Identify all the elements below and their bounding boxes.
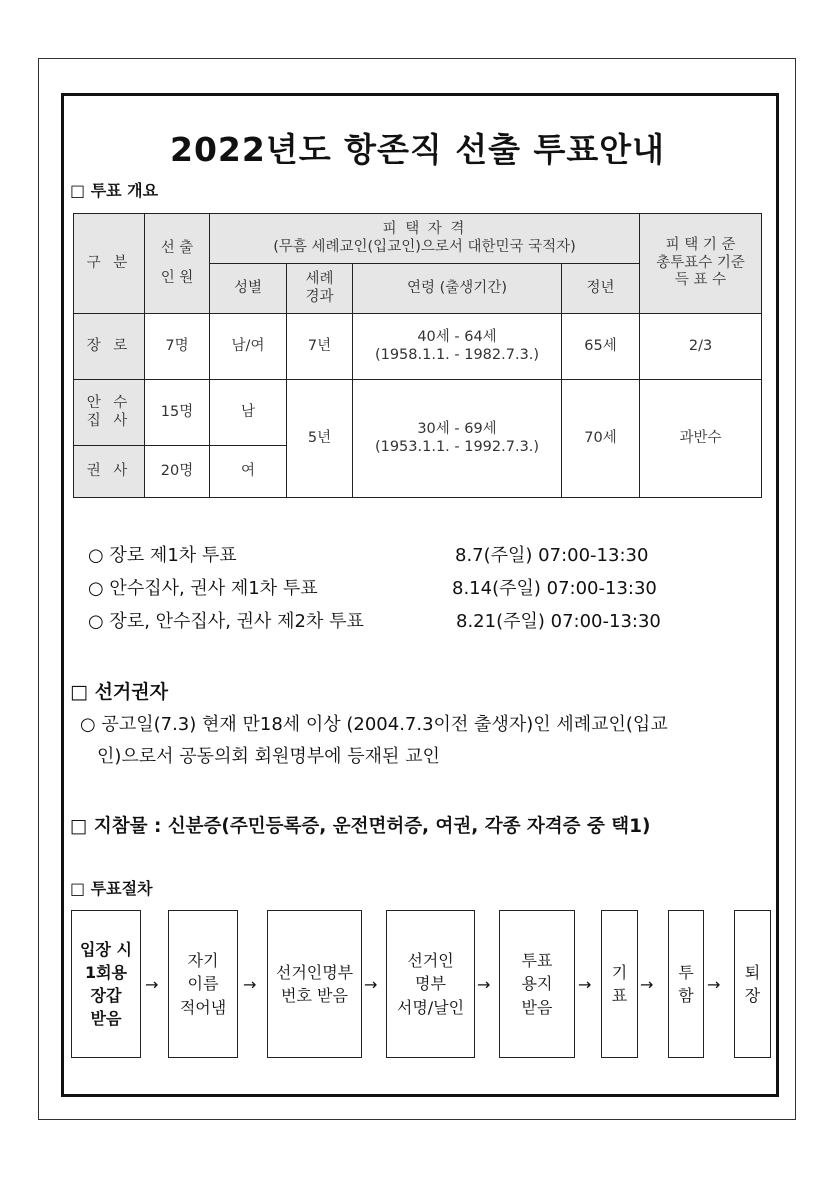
- schedule-date: 8.21(주일) 07:00-13:30: [456, 611, 661, 632]
- step-exit: [734, 910, 771, 1058]
- schedule-item: ○ 장로, 안수집사, 권사 제2차 투표: [88, 611, 364, 632]
- qualification-table: [73, 213, 762, 498]
- table-row: [74, 380, 762, 446]
- arrow-icon: →: [578, 975, 592, 994]
- cell-birth-period: (1958.1.1. - 1982.7.3.): [374, 346, 540, 363]
- step-text: 함: [678, 986, 694, 1005]
- items-heading: □ 지참물 : 신분증(주민등록증, 운전면허증, 여권, 각종 자격증 중 택1): [70, 816, 651, 837]
- arrow-icon: →: [640, 975, 654, 994]
- header-retirement: 정년: [562, 264, 640, 314]
- step-mark-ballot: [601, 910, 638, 1058]
- header-gender: 성별: [210, 264, 287, 314]
- step-text: 표: [611, 986, 628, 1005]
- procedure-heading: □ 투표절차: [70, 879, 153, 898]
- header-seats: [145, 214, 210, 314]
- cell-baptism: 7년: [287, 314, 353, 380]
- arrow-icon: →: [364, 975, 378, 994]
- cell-age: [353, 314, 562, 380]
- header-qualification: [210, 214, 640, 264]
- page-title: 2022년도 항존직 선출 투표안내: [170, 130, 665, 169]
- arrow-icon: →: [477, 975, 491, 994]
- row-label: 장 로: [74, 314, 145, 380]
- cell-retirement: 70세: [562, 380, 640, 498]
- cell-gender: 남/여: [210, 314, 287, 380]
- schedule-item: ○ 장로 제1차 투표: [88, 545, 237, 566]
- table-row: [74, 314, 762, 380]
- header-criteria: [640, 214, 762, 314]
- header-age: 연령 (출생기간): [353, 264, 562, 314]
- step-text: 퇴: [744, 962, 761, 982]
- step-text: 이름: [187, 974, 219, 994]
- step-write-name: [168, 910, 238, 1058]
- step-text: 1회용: [84, 962, 128, 982]
- cell-seats: 15명: [145, 380, 210, 446]
- step-text: 장: [744, 986, 761, 1005]
- cell-age: [353, 380, 562, 498]
- cell-criteria: 2/3: [640, 314, 762, 380]
- electors-line2: 인)으로서 공동의회 회원명부에 등재된 교인: [97, 746, 440, 767]
- step-text: 기: [611, 962, 628, 982]
- cell-gender: 여: [210, 446, 287, 498]
- header-criteria-line1: 피 택 기 준: [665, 237, 736, 254]
- header-baptism: [287, 264, 353, 314]
- cell-gender: 남: [210, 380, 287, 446]
- cell-birth-period: (1953.1.1. - 1992.7.3.): [374, 438, 540, 455]
- arrow-icon: →: [145, 975, 159, 994]
- cell-seats: 7명: [145, 314, 210, 380]
- cell-age-range: 30세 - 69세: [417, 421, 497, 438]
- cell-baptism: 5년: [287, 380, 353, 498]
- step-receive-ballot: [499, 910, 575, 1058]
- header-criteria-line2: 총투표수 기준: [656, 254, 745, 271]
- arrow-icon: →: [707, 975, 721, 994]
- step-entry-gloves: [71, 910, 141, 1058]
- header-criteria-line3: 득 표 수: [674, 272, 727, 289]
- overview-heading: □ 투표 개요: [70, 181, 159, 200]
- header-baptism-line1: 세례: [305, 271, 334, 288]
- step-text: 자기: [187, 951, 219, 971]
- row-label-line1: 안 수: [86, 395, 132, 412]
- step-text: 입장 시: [80, 939, 132, 959]
- header-baptism-line2: 경과: [305, 288, 334, 305]
- step-sign-register: [386, 910, 475, 1058]
- electors-line1: ○ 공고일(7.3) 현재 만18세 이상 (2004.7.3이전 출생자)인 세례교인(입교: [80, 714, 668, 735]
- row-label: [74, 380, 145, 446]
- step-text: 선거인명부: [275, 962, 354, 982]
- step-text: 선거인: [407, 951, 454, 971]
- header-category: 구 분: [74, 214, 145, 314]
- step-text: 장갑: [90, 986, 122, 1005]
- step-text: 투: [678, 962, 694, 982]
- electors-heading: □ 선거권자: [70, 681, 168, 703]
- row-label-line2: 집 사: [86, 412, 132, 429]
- arrow-icon: →: [243, 975, 257, 994]
- header-qualification-line2: (무흠 세례교인(입교인)으로서 대한민국 국적자): [273, 238, 576, 255]
- row-label: 권 사: [74, 446, 145, 498]
- cell-seats: 20명: [145, 446, 210, 498]
- schedule-item: ○ 안수집사, 권사 제1차 투표: [88, 578, 318, 599]
- header-seats-line1: 선 출: [160, 240, 194, 257]
- header-qualification-line1: 피 택 자 격: [382, 221, 467, 238]
- step-receive-number: [267, 910, 362, 1058]
- cell-criteria: 과반수: [640, 380, 762, 498]
- schedule-date: 8.7(주일) 07:00-13:30: [455, 545, 649, 566]
- step-text: 서명/날인: [396, 997, 465, 1017]
- step-text: 용지: [521, 974, 553, 994]
- step-text: 명부: [415, 974, 446, 994]
- cell-age-range: 40세 - 64세: [417, 329, 497, 346]
- step-text: 받음: [521, 997, 553, 1017]
- step-text: 받음: [90, 1009, 122, 1029]
- step-cast-ballot: [668, 910, 704, 1058]
- step-text: 적어냄: [179, 997, 227, 1017]
- cell-retirement: 65세: [562, 314, 640, 380]
- step-text: 번호 받음: [281, 986, 348, 1005]
- step-text: 투표: [521, 951, 553, 971]
- header-seats-line2: 인 원: [160, 269, 194, 286]
- schedule-date: 8.14(주일) 07:00-13:30: [452, 578, 657, 599]
